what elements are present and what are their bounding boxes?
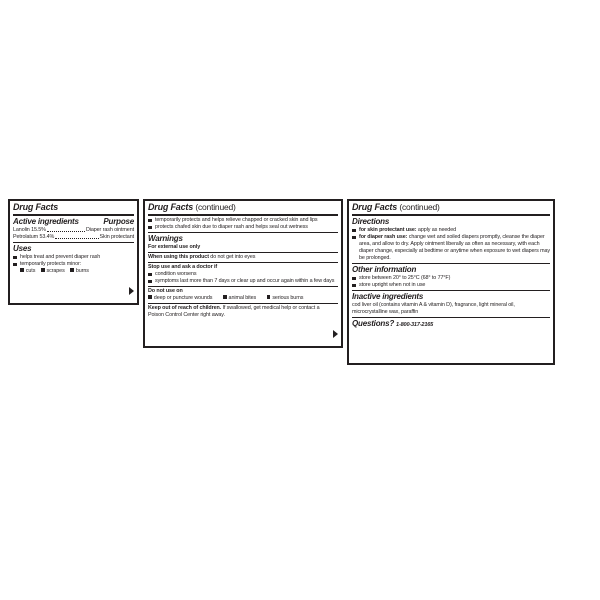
active-ingredients-header (13, 217, 134, 227)
questions-line (352, 317, 550, 330)
use-item: temporarily protects and helps relieve chapped or cracked skin and lips (148, 217, 338, 224)
do-not-use-list (148, 295, 338, 302)
ingredient-purpose: Diaper rash ointment (85, 227, 134, 233)
bullet-icon (20, 268, 24, 272)
do-not-item: deep or puncture wounds (153, 295, 213, 301)
inactive-heading: Inactive ingredients (352, 290, 550, 302)
ingredient-row (13, 227, 134, 234)
direction-bold: for diaper rash use: (359, 234, 408, 240)
keep-out-text: If swallowed, get medical help or contact a Poison Control Center right away. (148, 305, 320, 318)
direction-text: apply as needed (417, 227, 456, 233)
minor-item: burns (75, 268, 89, 274)
bullet-icon (70, 268, 74, 272)
when-using-text: do not get into eyes (210, 254, 256, 260)
direction-text: change wet and soiled diapers promptly, cleanse the diaper area, and allow to dry. Apply ointment liberally as often as necessary, with each diaper change, especially at bedtime or anytime when exposure to wet diapers may be prolonged. (359, 234, 550, 261)
ingredient-name: Petrolatum 53.4% (13, 234, 55, 240)
warnings-heading: Warnings (148, 232, 338, 244)
keep-out-line (148, 303, 338, 319)
drug-facts-panel-1 (8, 199, 139, 305)
ingredient-purpose: Skin protectant (99, 234, 134, 240)
stop-use-item: symptoms last more than 7 days or clear up and occur again within a few days (148, 278, 338, 285)
other-info-item: store between 20° to 25°C (68° to 77°F) (352, 275, 550, 282)
questions-phone: 1-800-317-2165 (396, 322, 434, 328)
external-use-line: For external use only (148, 244, 201, 250)
stop-use-item: condition worsens (148, 271, 338, 278)
do-not-use-heading: Do not use on (148, 286, 338, 295)
continue-arrow-icon (333, 330, 338, 338)
panel2-title-text: Drug Facts (148, 202, 194, 212)
other-info-heading: Other information (352, 263, 550, 275)
other-info-item: store upright when not in use (352, 282, 550, 289)
drug-facts-panel-3 (347, 199, 555, 365)
ingredient-name: Lanolin 15.5% (13, 227, 46, 233)
directions-heading: Directions (352, 217, 390, 226)
drug-facts-panel-2 (143, 199, 343, 348)
bullet-icon (267, 295, 271, 299)
ingredient-row (13, 234, 134, 241)
use-item: helps treat and prevent diaper rash (13, 254, 134, 261)
panel1-title: Drug Facts (13, 202, 134, 216)
when-using-line (148, 252, 338, 261)
do-not-item: animal bites (228, 295, 257, 301)
when-using-bold: When using this product (148, 254, 209, 260)
use-item: protects chafed skin due to diaper rash and helps seal out wetness (148, 224, 338, 231)
use-item: temporarily protects minor: (13, 261, 134, 268)
stop-use-heading: Stop use and ask a doctor if (148, 262, 338, 271)
direction-item (352, 227, 550, 234)
continued-label: (continued) (195, 202, 236, 212)
panel3-title (352, 202, 550, 216)
direction-bold: for skin protectant use: (359, 227, 417, 233)
purpose-heading: Purpose (103, 217, 134, 226)
bullet-icon (41, 268, 45, 272)
bullet-icon (223, 295, 227, 299)
minor-item: cuts (25, 268, 36, 274)
inactive-text: cod liver oil (contains vitamin A & vitamin D), fragrance, light mineral oil, microcrystalline wax, paraffin (352, 302, 515, 315)
questions-label: Questions? (352, 319, 395, 328)
dot-leader (55, 234, 98, 239)
panel2-title (148, 202, 338, 216)
continued-label: (continued) (399, 202, 440, 212)
keep-out-bold: Keep out of reach of children. (148, 305, 222, 311)
bullet-icon (148, 295, 152, 299)
direction-item (352, 234, 550, 262)
continue-arrow-icon (129, 287, 134, 295)
panel3-title-text: Drug Facts (352, 202, 398, 212)
active-ingredients-heading: Active ingredients (13, 217, 79, 226)
dot-leader (47, 227, 85, 232)
minor-items-list (13, 268, 134, 275)
do-not-item: serious burns (272, 295, 304, 301)
minor-item: scrapes (46, 268, 65, 274)
uses-heading: Uses (13, 242, 134, 254)
